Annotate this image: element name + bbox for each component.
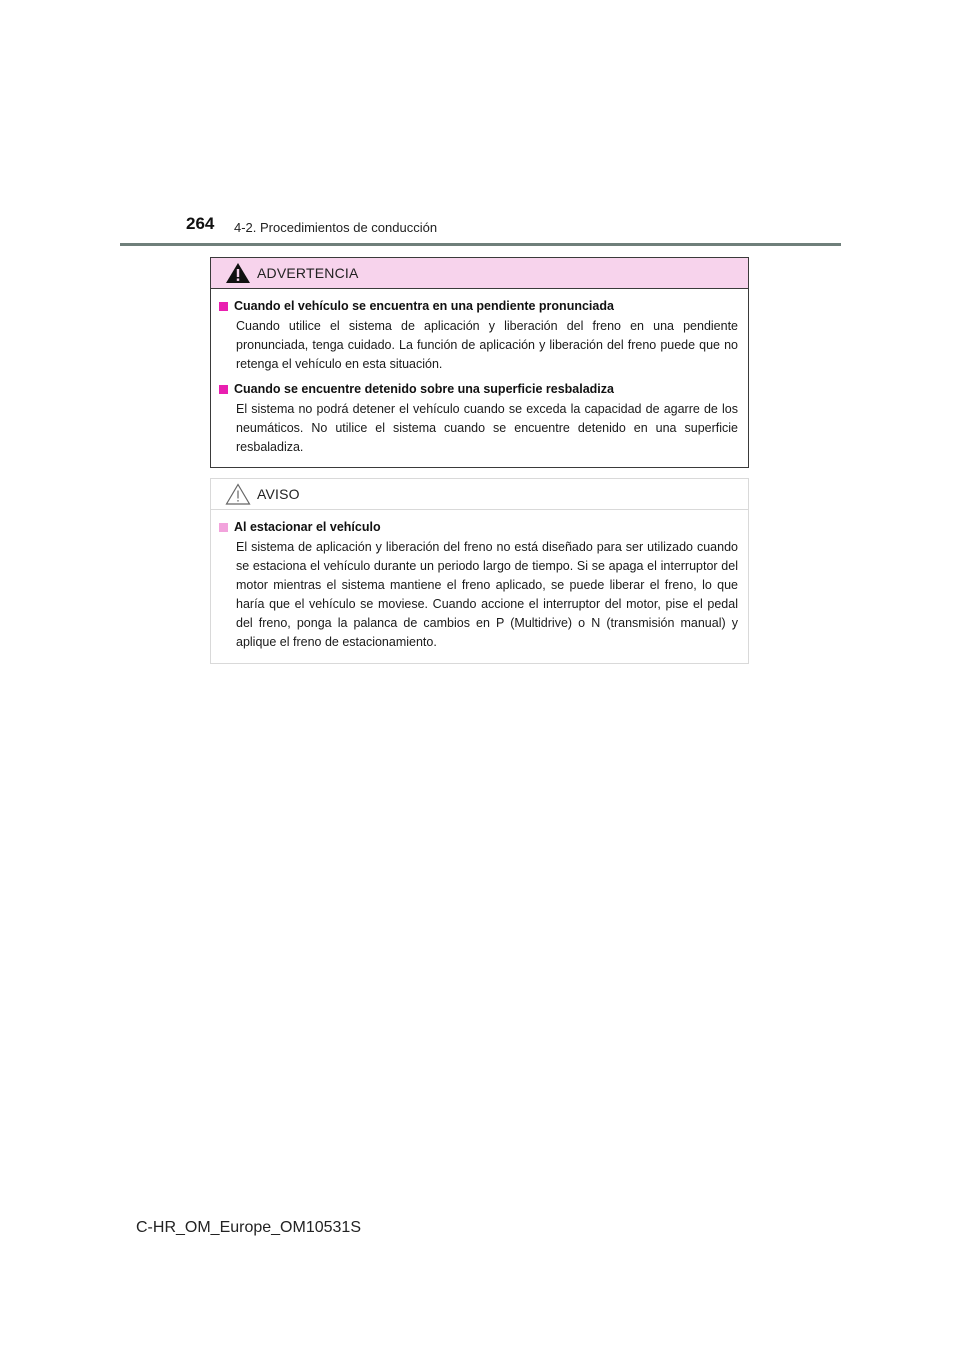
warning-item bbox=[219, 299, 738, 374]
footer-code: C-HR_OM_Europe_OM10531S bbox=[136, 1219, 361, 1236]
notice-item-text: El sistema de aplicación y liberación del freno no está diseñado para ser utilizado cuando se estaciona el vehículo durante un periodo largo de tiempo. Si se apaga el interruptor del motor mientras el sistema mantiene el freno aplicado, se puede liberar el freno, lo que haría que el vehículo se moviese. Cuando accione el interruptor del motor, pise el pedal del freno, ponga la palanca de cambios en P (Multidrive) o N (transmisión manual) y aplique el freno de estacionamiento. bbox=[236, 540, 738, 649]
warning-item-text: El sistema no podrá detener el vehículo cuando se exceda la capacidad de agarre de los neumáticos. No utilice el sistema cuando se encuentre detenido en una superficie resbaladiza. bbox=[236, 402, 738, 454]
page-number: 264 bbox=[186, 214, 215, 233]
warning-item-title-row bbox=[219, 299, 738, 313]
notice-box-title: AVISO bbox=[257, 486, 300, 502]
warning-item-title: Cuando el vehículo se encuentra en una pendiente pronunciada bbox=[234, 299, 614, 313]
notice-item bbox=[219, 520, 738, 652]
warning-triangle-icon bbox=[225, 262, 251, 284]
notice-box-body bbox=[211, 510, 748, 652]
warning-item bbox=[219, 382, 738, 457]
notice-box-header bbox=[211, 479, 748, 510]
warning-box-title: ADVERTENCIA bbox=[257, 265, 359, 281]
warning-item-text: Cuando utilice el sistema de aplicación y liberación del freno en una pendiente pronunciada, tenga cuidado. La función de aplicación y liberación del freno puede que no retenga el vehículo en esta situación. bbox=[236, 319, 738, 371]
warning-item-title-row bbox=[219, 382, 738, 396]
square-bullet-icon bbox=[219, 385, 228, 394]
notice-box bbox=[210, 478, 749, 664]
warning-box-header bbox=[211, 258, 748, 289]
header-rule bbox=[120, 243, 841, 246]
square-bullet-icon bbox=[219, 302, 228, 311]
warning-box bbox=[210, 257, 749, 468]
notice-triangle-icon bbox=[225, 483, 251, 505]
notice-item-title-row bbox=[219, 520, 738, 534]
warning-item-title: Cuando se encuentre detenido sobre una superficie resbaladiza bbox=[234, 382, 614, 396]
square-bullet-icon bbox=[219, 523, 228, 532]
section-title: 4-2. Procedimientos de conducción bbox=[234, 220, 438, 235]
warning-box-body bbox=[211, 289, 748, 457]
notice-item-title: Al estacionar el vehículo bbox=[234, 520, 381, 534]
